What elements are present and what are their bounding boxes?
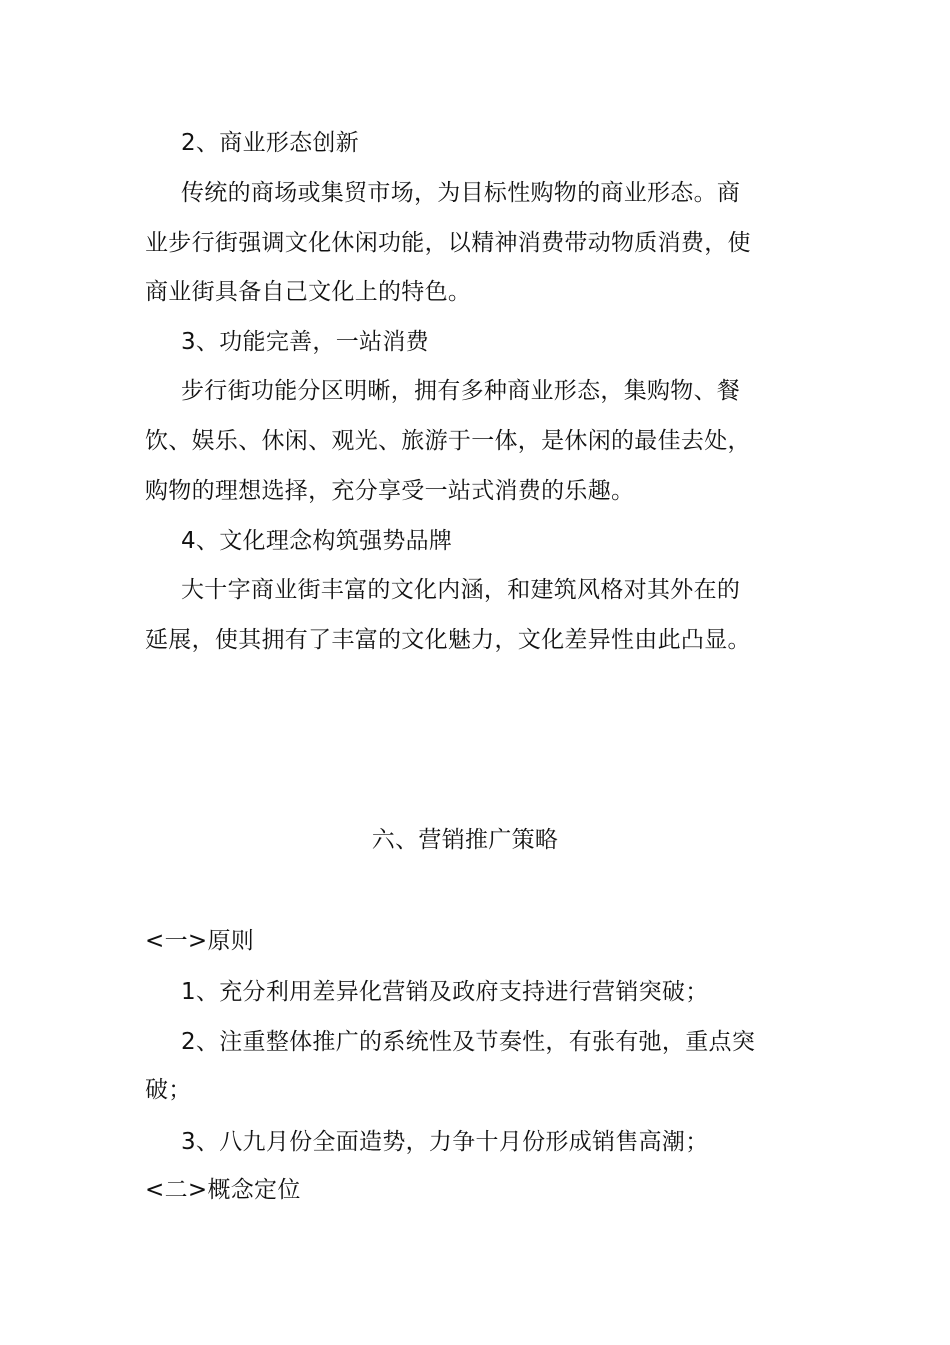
item2-para-line: 业步行街强调文化休闲功能，以精神消费带动物质消费，使 bbox=[145, 230, 751, 256]
item4-para-line: 延展，使其拥有了丰富的文化魅力，文化差异性由此凸显。 bbox=[145, 627, 751, 653]
principles-heading: <一>原则 bbox=[145, 928, 255, 954]
item2-para-line: 传统的商场或集贸市场，为目标性购物的商业形态。商 bbox=[181, 180, 741, 206]
principle-item: 3、八九月份全面造势，力争十月份形成销售高潮； bbox=[181, 1129, 709, 1155]
concept-heading: <二>概念定位 bbox=[145, 1177, 301, 1203]
item4-para-line: 大十字商业街丰富的文化内涵，和建筑风格对其外在的 bbox=[181, 577, 741, 603]
item2-para-line: 商业街具备自己文化上的特色。 bbox=[145, 279, 472, 305]
item3-para-line: 饮、娱乐、休闲、观光、旅游于一体，是休闲的最佳去处， bbox=[145, 428, 751, 454]
item3-para-line: 步行街功能分区明晰，拥有多种商业形态，集购物、餐 bbox=[181, 378, 741, 404]
principle-item: 1、充分利用差异化营销及政府支持进行营销突破； bbox=[181, 979, 709, 1005]
item3-heading: 3、功能完善，一站消费 bbox=[181, 329, 429, 355]
section6-title: 六、营销推广策略 bbox=[371, 827, 559, 853]
principle-item: 2、注重整体推广的系统性及节奏性，有张有弛，重点突 bbox=[181, 1029, 756, 1055]
item3-para-line: 购物的理想选择，充分享受一站式消费的乐趣。 bbox=[145, 478, 635, 504]
item2-heading: 2、商业形态创新 bbox=[181, 130, 360, 156]
principle-item-continuation: 破； bbox=[145, 1077, 192, 1103]
item4-heading: 4、文化理念构筑强势品牌 bbox=[181, 528, 453, 554]
